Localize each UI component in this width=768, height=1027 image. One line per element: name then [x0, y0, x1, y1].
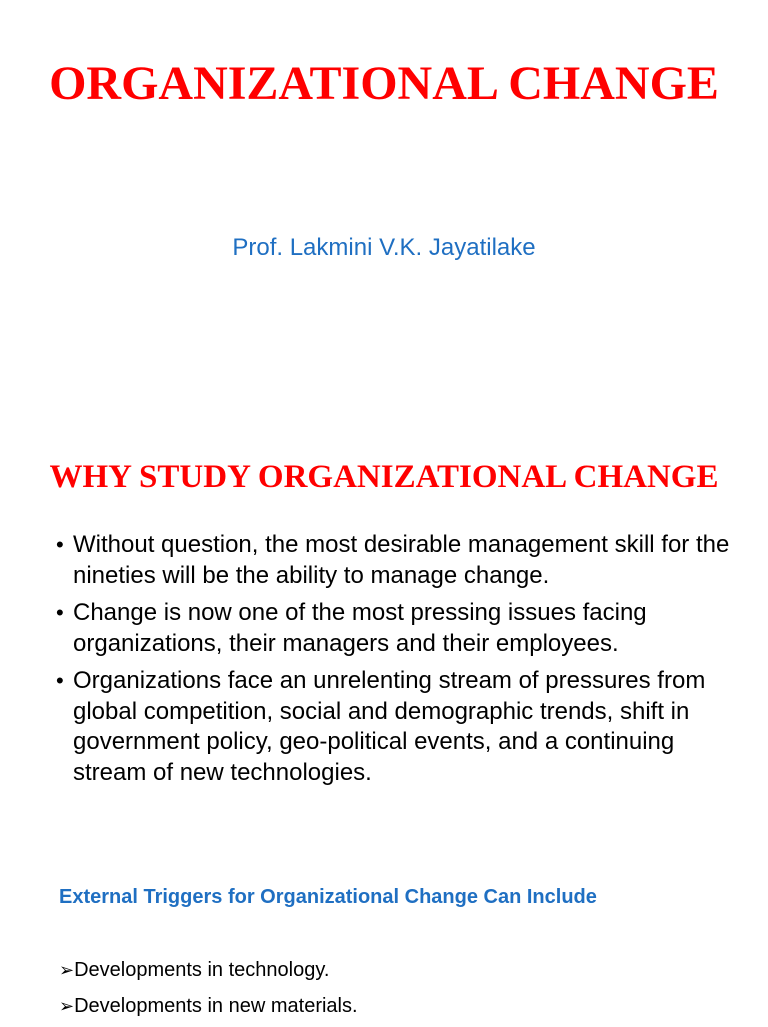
arrow-bullet-icon: ➢: [59, 996, 75, 1016]
list-item-text: Developments in technology.: [74, 959, 330, 981]
triggers-heading: External Triggers for Organizational Change Can Include: [59, 886, 597, 908]
bullet-dot-icon: •: [56, 532, 64, 557]
bullet-dot-icon: •: [56, 600, 64, 625]
section-title: WHY STUDY ORGANIZATIONAL CHANGE: [49, 459, 719, 495]
list-item: [56, 666, 746, 788]
author-name: Prof. Lakmini V.K. Jayatilake: [232, 234, 536, 261]
list-item-text: Developments in new materials.: [74, 995, 358, 1017]
page-title: ORGANIZATIONAL CHANGE: [49, 57, 719, 110]
list-item-text: Without question, the most desirable management skill for the nineties will be the ability to manage change.: [73, 531, 730, 589]
list-item: [56, 530, 746, 591]
list-item: [59, 991, 358, 1021]
list-item: [56, 598, 746, 659]
list-item-text: Organizations face an unrelenting stream of pressures from global competition, social and demographic trends, shift in government policy, geo-political events, and a continuing stream of new technologies.: [73, 667, 706, 786]
bullet-list: [56, 530, 746, 795]
list-item-text: Change is now one of the most pressing issues facing organizations, their managers and their employees.: [73, 599, 647, 657]
list-item: [59, 955, 358, 985]
bullet-dot-icon: •: [56, 668, 64, 693]
arrow-bullet-icon: ➢: [59, 960, 75, 980]
triggers-list: [59, 955, 358, 1027]
